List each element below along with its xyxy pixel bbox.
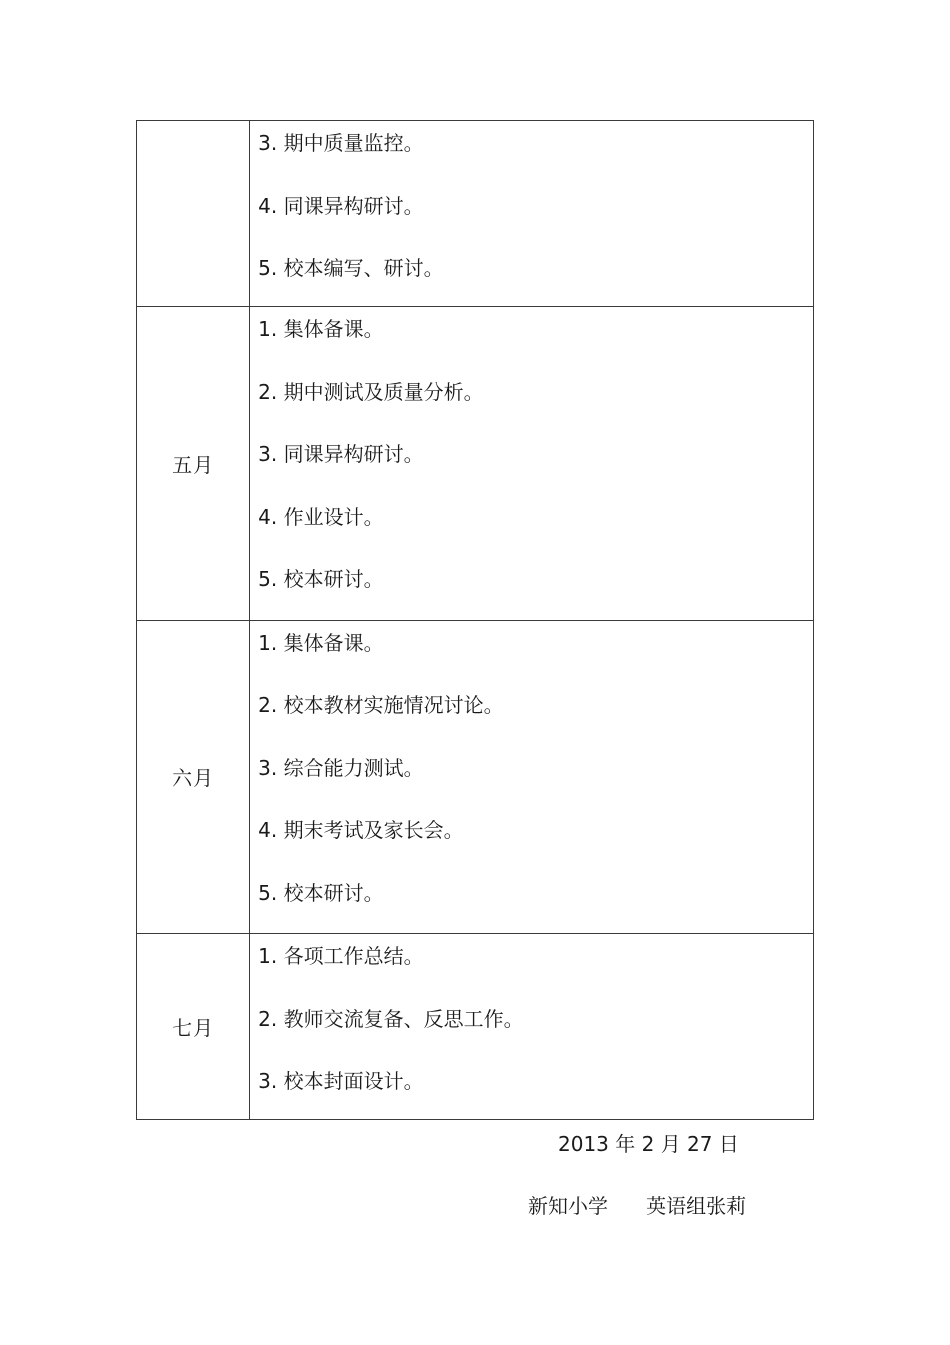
work-plan-table [136, 120, 814, 1120]
list-item: 3. 同课异构研讨。 [258, 442, 424, 466]
school-name: 新知小学 [528, 1194, 608, 1218]
signature-line [528, 1190, 746, 1219]
month-cell: 七月 [137, 934, 250, 1120]
list-item: 4. 同课异构研讨。 [258, 193, 424, 218]
author-group: 英语组张莉 [646, 1194, 747, 1218]
list-item: 5. 校本编写、研讨。 [258, 256, 444, 280]
list-item: 5. 校本研讨。 [258, 880, 384, 905]
table-row [137, 934, 814, 1120]
month-cell: 六月 [137, 620, 250, 934]
list-item: 5. 校本研讨。 [258, 567, 384, 591]
table-row [137, 121, 814, 307]
list-item: 1. 各项工作总结。 [258, 944, 424, 968]
list-item: 1. 集体备课。 [258, 630, 384, 655]
table-row [137, 620, 814, 934]
list-item: 2. 校本教材实施情况讨论。 [258, 693, 504, 717]
list-item: 3. 期中质量监控。 [258, 131, 424, 155]
table-row [137, 307, 814, 621]
month-cell: 五月 [137, 307, 250, 621]
list-item: 2. 教师交流复备、反思工作。 [258, 1006, 524, 1031]
items-cell [250, 620, 814, 934]
list-item: 4. 期末考试及家长会。 [258, 818, 464, 842]
document-date: 2013 年 2 月 27 日 [558, 1132, 739, 1156]
list-item: 1. 集体备课。 [258, 317, 384, 341]
items-cell [250, 934, 814, 1120]
list-item: 3. 校本封面设计。 [258, 1069, 424, 1093]
list-item: 3. 综合能力测试。 [258, 755, 424, 780]
month-cell [137, 121, 250, 307]
items-cell [250, 121, 814, 307]
list-item: 2. 期中测试及质量分析。 [258, 379, 484, 404]
list-item: 4. 作业设计。 [258, 504, 384, 529]
items-cell [250, 307, 814, 621]
